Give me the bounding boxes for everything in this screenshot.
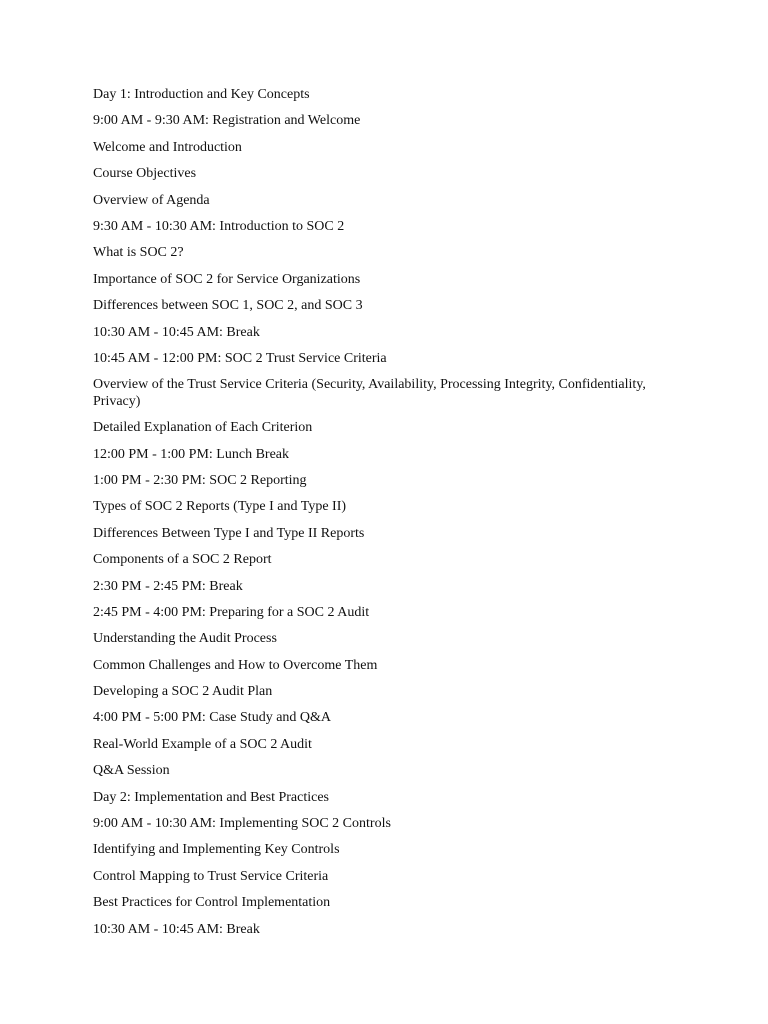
session-heading: 10:30 AM - 10:45 AM: Break — [93, 324, 260, 340]
agenda-item: Identifying and Implementing Key Controls — [93, 842, 340, 858]
agenda-item: Best Practices for Control Implementation — [93, 895, 331, 911]
agenda-item: Common Challenges and How to Overcome Them — [93, 657, 378, 673]
agenda-item: Q&A Session — [93, 763, 170, 779]
session-heading: 10:45 AM - 12:00 PM: SOC 2 Trust Service Criteria — [93, 350, 387, 366]
session-heading: 12:00 PM - 1:00 PM: Lunch Break — [93, 446, 289, 462]
agenda-item: Understanding the Audit Process — [93, 631, 277, 647]
agenda-item: Detailed Explanation of Each Criterion — [93, 420, 313, 436]
session-heading: 4:00 PM - 5:00 PM: Case Study and Q&A — [93, 710, 332, 726]
agenda-item: What is SOC 2? — [93, 245, 184, 261]
agenda-item: Importance of SOC 2 for Service Organizations — [93, 271, 361, 287]
session-heading: 10:30 AM - 10:45 AM: Break — [93, 921, 260, 937]
agenda-item: Types of SOC 2 Reports (Type I and Type II) — [93, 499, 347, 515]
agenda-item: Differences Between Type I and Type II Reports — [93, 525, 365, 541]
session-heading: 1:00 PM - 2:30 PM: SOC 2 Reporting — [93, 472, 307, 488]
agenda-item: Differences between SOC 1, SOC 2, and SOC 3 — [93, 298, 363, 314]
session-heading: 9:00 AM - 10:30 AM: Implementing SOC 2 Controls — [93, 816, 391, 832]
agenda-item: Components of a SOC 2 Report — [93, 552, 272, 568]
agenda-item: Real-World Example of a SOC 2 Audit — [93, 736, 312, 752]
day-heading: Day 1: Introduction and Key Concepts — [93, 87, 310, 102]
agenda-item: Course Objectives — [93, 166, 197, 182]
session-heading: 2:30 PM - 2:45 PM: Break — [93, 578, 243, 594]
agenda-item: Overview of the Trust Service Criteria (Security, Availability, Processing Integrity, Confidentiality, Privacy) — [93, 377, 646, 409]
document-page — [93, 87, 673, 948]
session-heading: 9:30 AM - 10:30 AM: Introduction to SOC 2 — [93, 218, 345, 234]
agenda-item: Developing a SOC 2 Audit Plan — [93, 684, 273, 700]
session-heading: 9:00 AM - 9:30 AM: Registration and Welcome — [93, 113, 361, 129]
agenda-item: Control Mapping to Trust Service Criteria — [93, 868, 329, 884]
day-heading: Day 2: Implementation and Best Practices — [93, 789, 329, 805]
agenda-item: Welcome and Introduction — [93, 139, 242, 155]
agenda-item: Overview of Agenda — [93, 192, 210, 208]
session-heading: 2:45 PM - 4:00 PM: Preparing for a SOC 2 Audit — [93, 604, 370, 620]
